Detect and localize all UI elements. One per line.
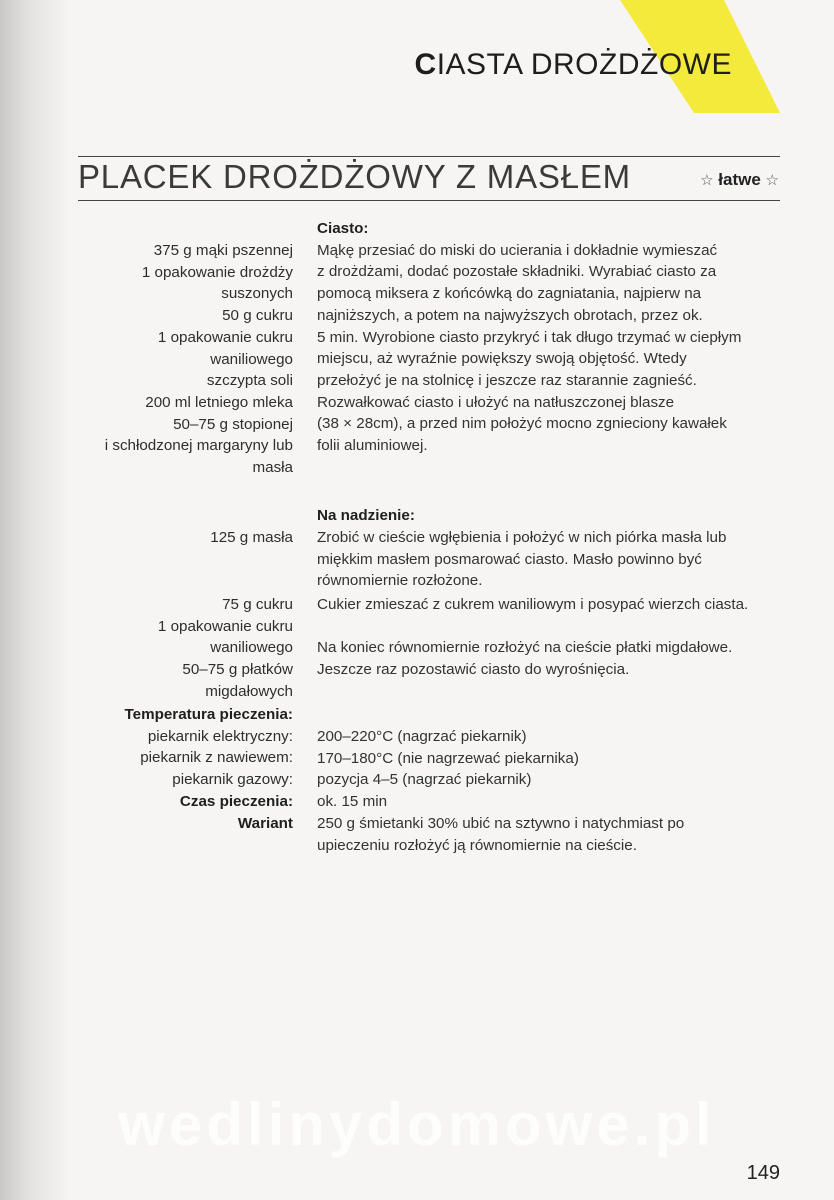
star-icon: ☆ xyxy=(700,172,714,189)
ingredient-line: 125 g masła xyxy=(210,529,293,546)
baking-time-label: Czas pieczenia: xyxy=(179,792,293,810)
ingredient-line: i schłodzonej margaryny lub xyxy=(104,437,293,455)
variant-line: 250 g śmietanki 30% ubić na sztywno i natychmiast po xyxy=(317,814,685,832)
instruction-line: Mąkę przesiać do miski do ucierania i dokładnie wymieszać xyxy=(317,241,718,259)
oven-gas-label: piekarnik gazowy: xyxy=(172,771,293,789)
dough-instructions xyxy=(317,218,787,457)
chapter-title-rest: IASTA DROŻDŻOWE xyxy=(436,48,732,81)
instruction-line: Zrobić w cieście wgłębienia i położyć w nich piórka masła lub xyxy=(317,529,727,546)
instruction-line: Rozwałkować ciasto i ułożyć na natłuszczonej blasze xyxy=(317,393,675,411)
ingredient-line: migdałowych xyxy=(205,682,293,700)
filling-butter-instructions xyxy=(317,527,787,592)
oven-fan-value: 170–180°C (nie nagrzewać piekarnika) xyxy=(317,749,579,767)
ingredients-filling-butter xyxy=(210,527,293,549)
filling-heading-block xyxy=(317,505,787,527)
instruction-line: Jeszcze raz pozostawić ciasto do wyrośnięcia. xyxy=(317,661,630,679)
title-top-rule xyxy=(78,156,780,157)
instruction-line: miękkim masłem posmarować ciasto. Masło powinno być xyxy=(317,550,702,568)
variant-label: Wariant xyxy=(237,814,293,832)
baking-labels xyxy=(124,704,293,834)
dough-heading: Ciasto: xyxy=(317,220,369,237)
instruction-line xyxy=(317,616,787,638)
filling-heading: Na nadzienie: xyxy=(317,507,415,524)
ingredients-dough xyxy=(105,240,293,479)
instruction-line: Cukier zmieszać z cukrem waniliowym i posypać wierzch ciasta. xyxy=(317,596,749,613)
instruction-line: folii aluminiowej. xyxy=(317,437,428,455)
variant-line: upieczeniu rozłożyć ją równomiernie na cieście. xyxy=(317,836,637,854)
ingredient-line: 50 g cukru xyxy=(222,307,293,325)
ingredient-line: masła xyxy=(252,459,293,477)
ingredient-line: 1 opakowanie cukru xyxy=(157,328,293,346)
instruction-line: najniższych, a potem na najwyższych obrotach, przez ok. xyxy=(317,306,703,324)
instruction-line: z drożdżami, dodać pozostałe składniki. Wyrabiać ciasto za xyxy=(317,263,717,281)
ingredient-line: 1 opakowanie drożdży xyxy=(141,263,293,281)
ingredient-line: waniliowego xyxy=(210,350,293,368)
page-number: 149 xyxy=(746,1162,780,1184)
instruction-line: (38 × 28cm), a przed nim położyć mocno zgnieciony kawałek xyxy=(317,415,727,433)
temperature-label: Temperatura pieczenia: xyxy=(124,706,293,723)
chapter-title-initial: C xyxy=(414,48,437,81)
title-bottom-rule xyxy=(78,200,780,201)
ingredient-line: 50–75 g płatków xyxy=(182,661,293,679)
chapter-title xyxy=(415,48,732,82)
ingredient-line: 50–75 g stopionej xyxy=(173,415,293,433)
instruction-line: równomiernie rozłożone. xyxy=(317,572,483,590)
instruction-line: przełożyć je na stolnicę i jeszcze raz starannie zagnieść. xyxy=(317,371,697,389)
oven-fan-label: piekarnik z nawiewem: xyxy=(140,749,293,767)
instruction-line: 5 min. Wyrobione ciasto przykryć i tak długo trzymać w ciepłym xyxy=(317,328,742,346)
ingredient-line: suszonych xyxy=(221,285,293,303)
ingredient-line: 1 opakowanie cukru xyxy=(157,617,293,635)
oven-electric-value: 200–220°C (nagrzać piekarnik) xyxy=(317,728,527,745)
filling-sugar-instructions xyxy=(317,594,787,681)
baking-time-value: ok. 15 min xyxy=(317,793,388,811)
difficulty-label: łatwe xyxy=(718,170,761,189)
instruction-line: Na koniec równomiernie rozłożyć na cieście płatki migdałowe. xyxy=(317,639,733,657)
ingredient-line: 375 g mąki pszennej xyxy=(153,242,293,259)
oven-electric-label: piekarnik elektryczny: xyxy=(147,727,293,745)
recipe-title: PLACEK DROŻDŻOWY Z MASŁEM xyxy=(78,158,631,195)
ingredient-line: 200 ml letniego mleka xyxy=(145,393,293,411)
watermark: wedlinydomowe.pl xyxy=(118,1091,716,1158)
ingredient-line: waniliowego xyxy=(210,639,293,657)
star-icon: ☆ xyxy=(765,172,779,189)
instruction-line: pomocą miksera z końcówką do zagniatania, najpierw na xyxy=(317,285,702,303)
oven-gas-value: pozycja 4–5 (nagrzać piekarnik) xyxy=(317,771,532,789)
page-gutter-shadow xyxy=(0,0,70,1200)
ingredient-line: 75 g cukru xyxy=(222,596,293,613)
instruction-line: miejscu, aż wyraźnie powiększy swoją objętość. Wtedy xyxy=(317,350,687,368)
baking-values xyxy=(317,726,787,856)
ingredient-line: szczypta soli xyxy=(206,372,293,390)
difficulty-badge xyxy=(700,170,779,190)
ingredients-filling-sugar xyxy=(158,594,293,703)
